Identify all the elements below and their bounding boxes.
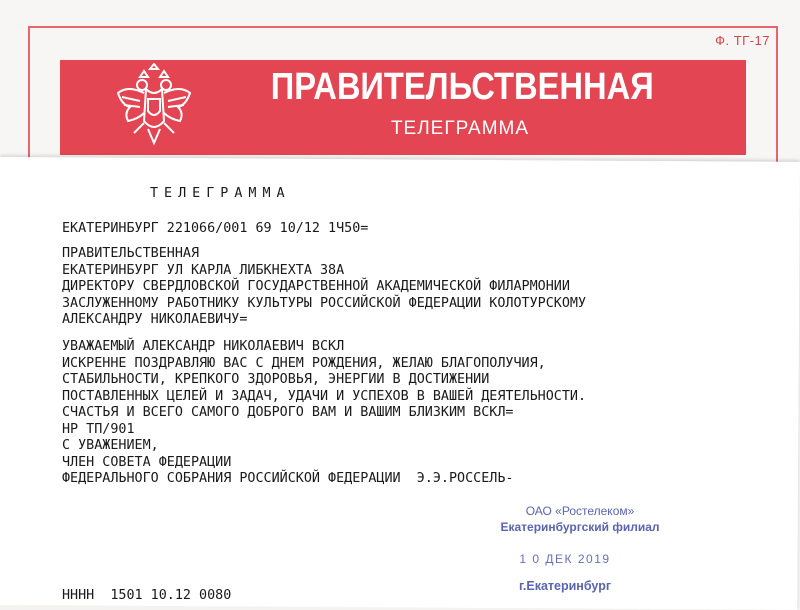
message-body <box>62 339 586 488</box>
stamp-org: ОАО «Ростелеком» <box>525 504 635 518</box>
message-line: ЧЛЕН СОВЕТА ФЕДЕРАЦИИ <box>62 454 232 470</box>
message-line: СЧАСТЬЯ И ВСЕГО САМОГО ДОБРОГО ВАМ И ВАШИМ БЛИЗКИМ ВСКЛ= <box>62 405 514 420</box>
message-line: СТАБИЛЬНОСТИ, КРЕПКОГО ЗДОРОВЬЯ, ЭНЕРГИИ В ДОСТИЖЕНИИ <box>62 372 490 387</box>
address-line: АЛЕКСАНДРУ НИКОЛАЕВИЧУ= <box>62 312 248 327</box>
message-line: ПОСТАВЛЕННЫХ ЦЕЛЕЙ И ЗАДАЧ, УДАЧИ И УСПЕХОВ В ВАШЕЙ ДЕЯТЕЛЬНОСТИ. <box>62 388 587 404</box>
telegram-header-line: ЕКАТЕРИНБУРГ 221066/001 69 10/12 1Ч50= <box>62 221 369 236</box>
form-code: Ф. ТГ-17 <box>715 33 770 48</box>
double-headed-eagle-emblem-icon <box>110 63 198 151</box>
blank-subtitle: ТЕЛЕГРАММА <box>390 118 530 139</box>
message-line: ФЕДЕРАЛЬНОГО СОБРАНИЯ РОССИЙСКОЙ ФЕДЕРАЦИИ Э.Э.РОССЕЛЬ- <box>62 471 514 486</box>
message-line: ИСКРЕННЕ ПОЗДРАВЛЯЮ ВАС С ДНЕМ РОЖДЕНИЯ, ЖЕЛАЮ БЛАГОПОЛУЧИЯ, <box>62 355 546 371</box>
address-line: ЗАСЛУЖЕННОМУ РАБОТНИКУ КУЛЬТУРЫ РОССИЙСКОЙ ФЕДЕРАЦИИ КОЛОТУРСКОМУ <box>62 295 587 311</box>
stamp-date: 1 0 ДЕК 2019 <box>519 552 611 566</box>
address-line: ПРАВИТЕЛЬСТВЕННАЯ <box>62 246 200 261</box>
telegram-heading: ТЕЛЕГРАММА <box>150 186 291 201</box>
address-line: ЕКАТЕРИНБУРГ УЛ КАРЛА ЛИБКНЕХТА 38А <box>62 262 345 278</box>
stamp-branch: Екатеринбургский филиал <box>500 520 660 534</box>
address-block <box>62 246 586 329</box>
message-line: С УВАЖЕНИЕМ, <box>62 438 159 453</box>
stamp-city: г.Екатеринбург <box>518 579 612 593</box>
telegram-footer-line: НННН 1501 10.12 0080 <box>62 588 232 603</box>
message-line: НР ТП/901 <box>62 421 135 437</box>
blank-title: ПРАВИТЕЛЬСТВЕННАЯ <box>270 66 654 108</box>
message-line: УВАЖАЕМЫЙ АЛЕКСАНДР НИКОЛАЕВИЧ ВСКЛ <box>62 339 345 354</box>
address-line: ДИРЕКТОРУ СВЕРДЛОВСКОЙ ГОСУДАРСТВЕННОЙ АКАДЕМИЧЕСКОЙ ФИЛАРМОНИИ <box>62 279 570 294</box>
